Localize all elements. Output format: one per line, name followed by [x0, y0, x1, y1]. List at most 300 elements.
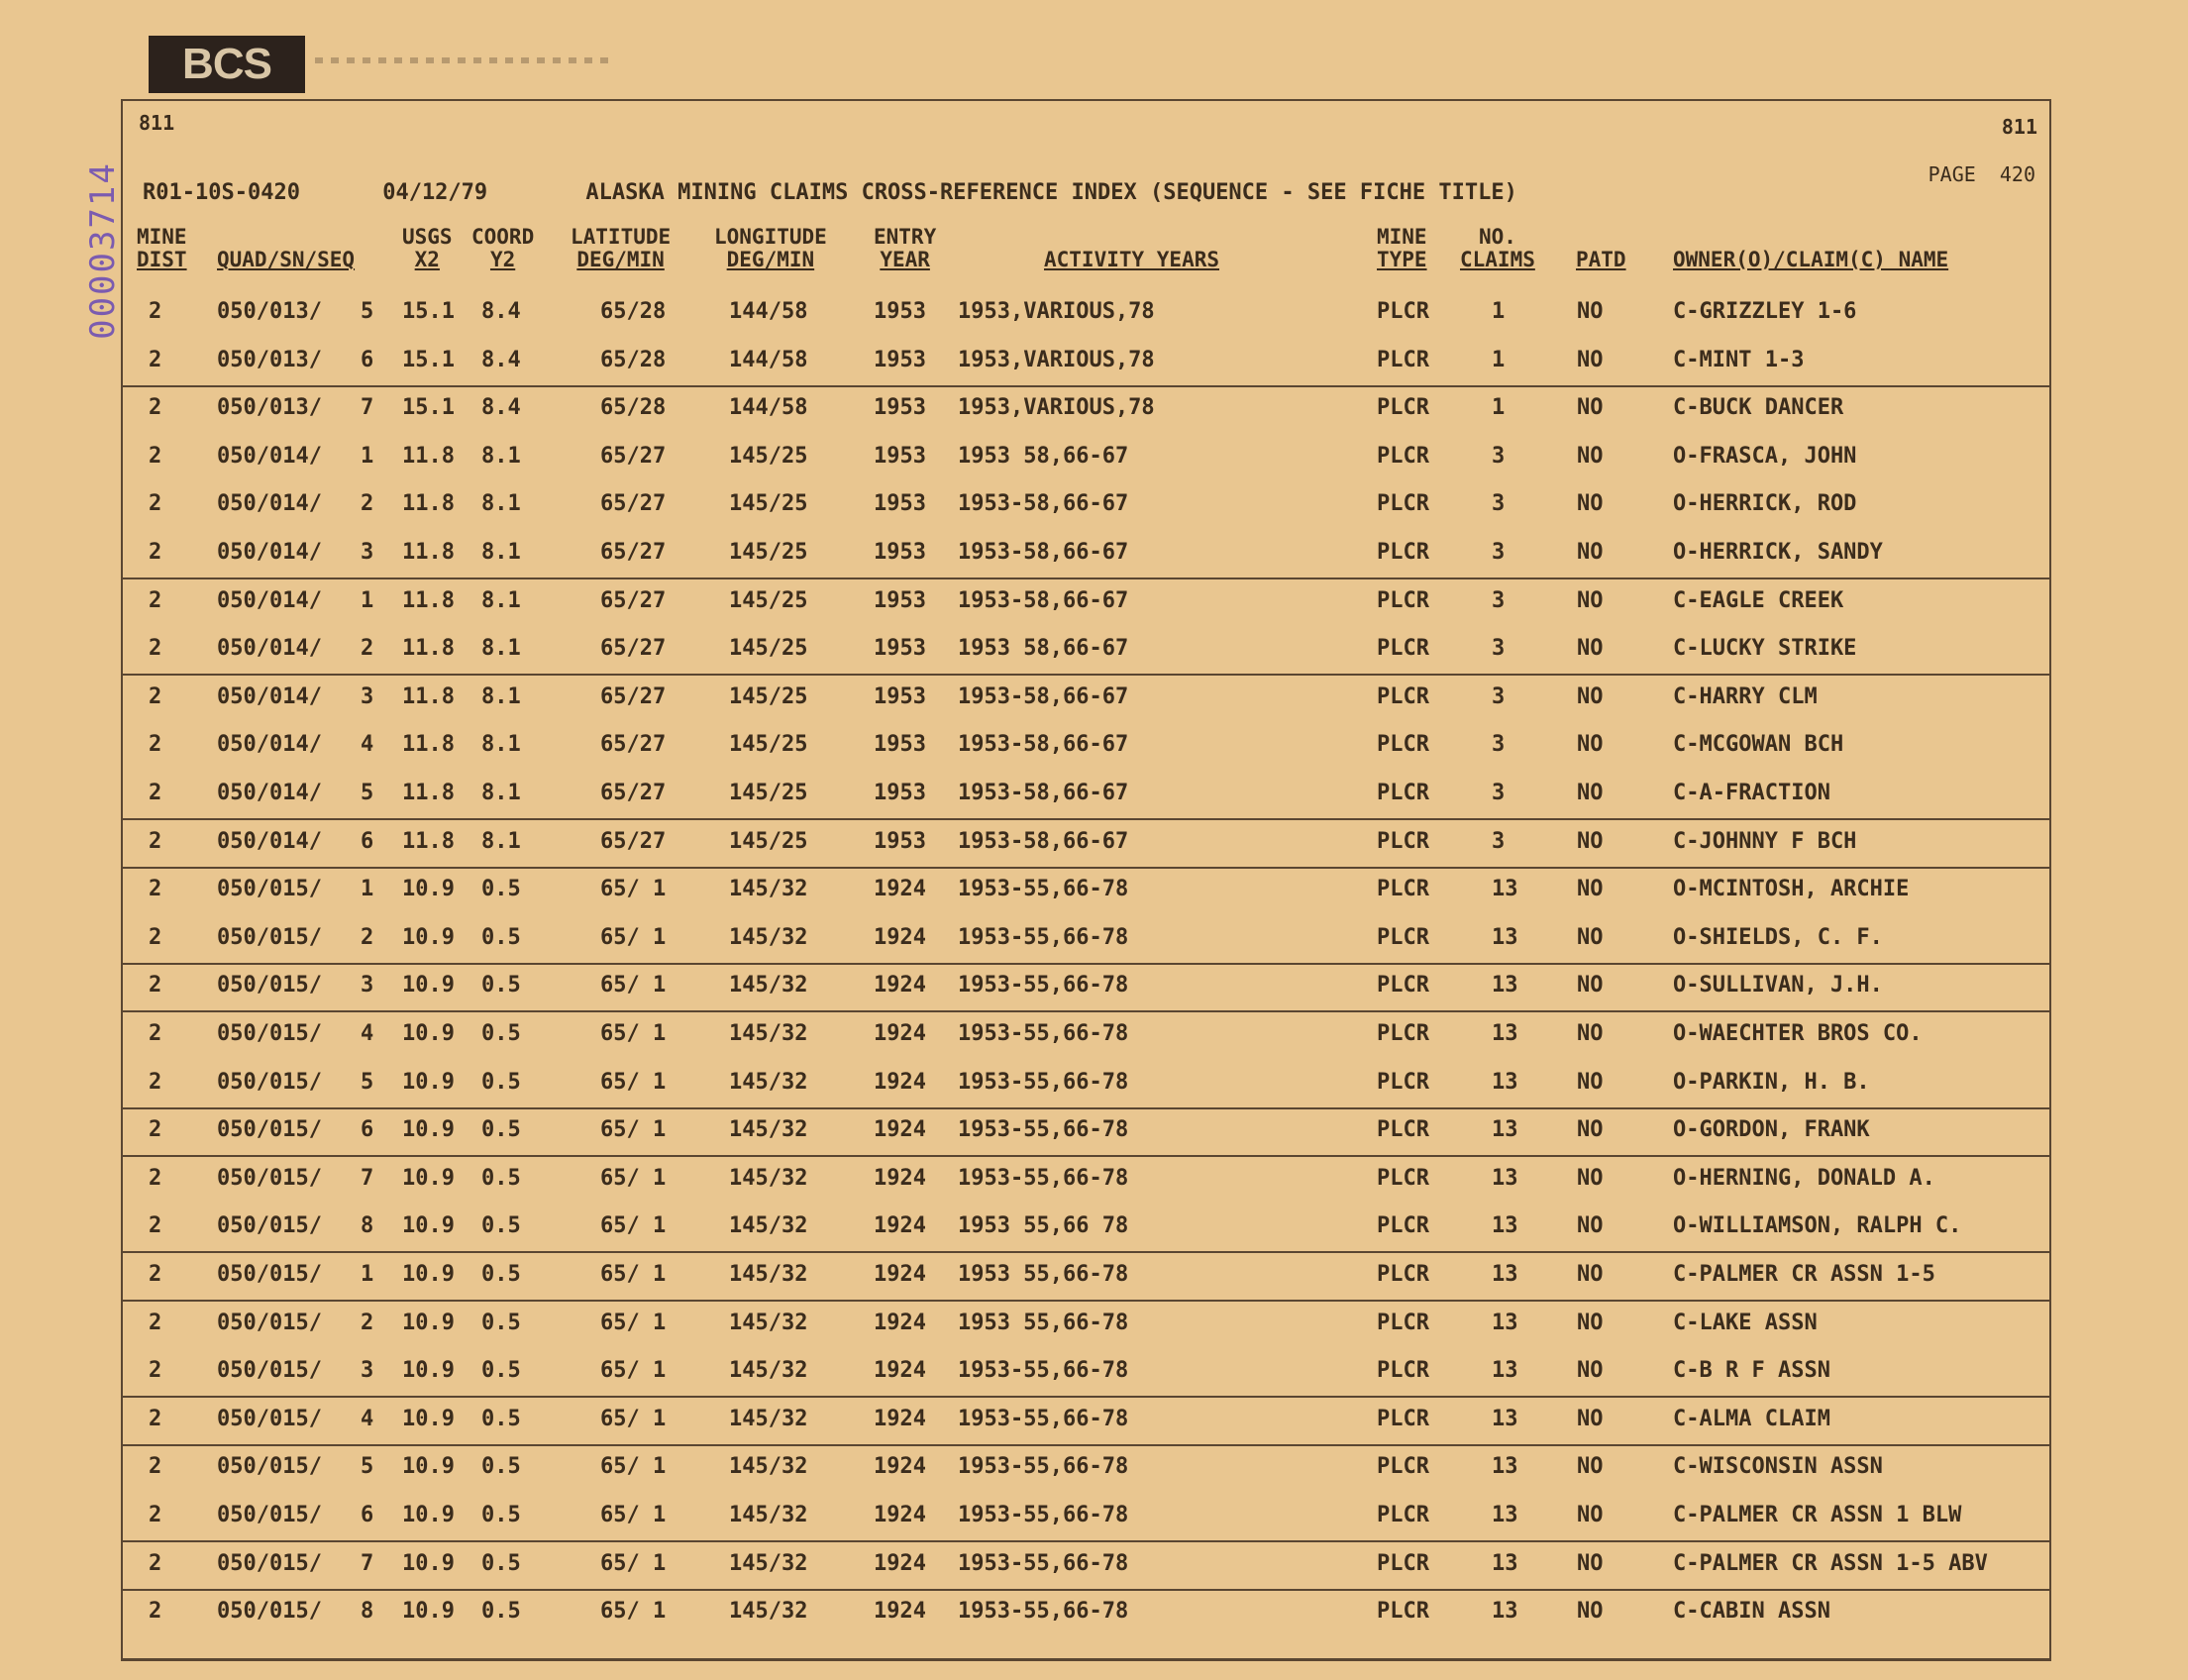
seq-cell: 3 — [361, 973, 374, 998]
page-indicator — [1928, 162, 2035, 186]
y2-cell: 0.5 — [481, 1358, 521, 1384]
dist-cell: 2 — [149, 1310, 162, 1335]
seq-cell: 1 — [361, 1262, 374, 1287]
claims-cell: 13 — [1492, 1550, 1518, 1576]
quad-cell: 050/015/ — [217, 1310, 322, 1335]
bcs-logo: BCS — [149, 36, 305, 93]
entry-year-cell: 1953 — [874, 683, 926, 709]
patd-cell: NO — [1577, 781, 1604, 805]
seq-cell: 1 — [361, 587, 374, 613]
dist-cell: 2 — [149, 491, 162, 517]
quad-cell: 050/013/ — [217, 347, 322, 372]
mine-type-cell: PLCR — [1377, 1213, 1429, 1239]
claims-cell: 1 — [1492, 395, 1506, 421]
mine-type-cell: PLCR — [1377, 1503, 1429, 1527]
activity-years-cell: 1953-58,66-67 — [958, 828, 1129, 854]
sequence-number-left: 811 — [139, 111, 175, 135]
longitude-cell: 145/25 — [729, 781, 808, 805]
dist-cell: 2 — [149, 1358, 162, 1384]
seq-cell: 2 — [361, 636, 374, 662]
longitude-cell: 145/32 — [729, 1550, 808, 1576]
mine-type-cell: PLCR — [1377, 1550, 1429, 1576]
owner-claim-name-cell: O-HERNING, DONALD A. — [1673, 1165, 1935, 1191]
longitude-cell: 145/32 — [729, 924, 808, 950]
longitude-cell: 145/25 — [729, 828, 808, 854]
col-no-claims-2: CLAIMS — [1460, 248, 1535, 271]
entry-year-cell: 1953 — [874, 299, 926, 324]
activity-years-cell: 1953-58,66-67 — [958, 491, 1129, 517]
quad-cell: 050/014/ — [217, 636, 322, 662]
y2-cell: 8.1 — [481, 683, 521, 709]
mine-type-cell: PLCR — [1377, 828, 1429, 854]
seq-cell: 3 — [361, 683, 374, 709]
y2-cell: 8.1 — [481, 443, 521, 469]
quad-cell: 050/014/ — [217, 781, 322, 805]
patd-cell: NO — [1577, 1262, 1604, 1287]
patd-cell: NO — [1577, 1310, 1604, 1335]
patd-cell: NO — [1577, 973, 1604, 998]
patd-cell: NO — [1577, 732, 1604, 758]
longitude-cell: 145/32 — [729, 1406, 808, 1431]
seq-cell: 3 — [361, 1358, 374, 1384]
latitude-cell: 65/ 1 — [600, 1454, 667, 1480]
patd-cell: NO — [1577, 395, 1604, 421]
quad-cell: 050/015/ — [217, 1358, 322, 1384]
table-row — [123, 434, 2049, 481]
longitude-cell: 145/32 — [729, 1213, 808, 1239]
entry-year-cell: 1953 — [874, 491, 926, 517]
col-mine-type-2: TYPE — [1377, 248, 1427, 271]
activity-years-cell: 1953,VARIOUS,78 — [958, 395, 1155, 421]
claims-cell: 3 — [1492, 683, 1506, 709]
col-owner-claim-name — [1673, 226, 1948, 271]
mine-type-cell: PLCR — [1377, 1069, 1429, 1095]
activity-years-cell: 1953-58,66-67 — [958, 540, 1129, 565]
owner-claim-name-cell: O-SULLIVAN, J.H. — [1673, 973, 1883, 998]
entry-year-cell: 1924 — [874, 1213, 926, 1239]
x2-cell: 10.9 — [402, 973, 455, 998]
quad-cell: 050/015/ — [217, 1262, 322, 1287]
dist-cell: 2 — [149, 1599, 162, 1625]
mine-type-cell: PLCR — [1377, 1021, 1429, 1046]
col-mine-type — [1377, 226, 1427, 271]
quad-cell: 050/015/ — [217, 877, 322, 902]
latitude-cell: 65/27 — [600, 828, 667, 854]
seq-cell: 6 — [361, 828, 374, 854]
col-quad-2: QUAD/SN/SEQ — [217, 248, 356, 271]
table-row — [123, 1493, 2049, 1542]
activity-years-cell: 1953-55,66-78 — [958, 877, 1129, 902]
longitude-cell: 144/58 — [729, 299, 808, 324]
longitude-cell: 145/32 — [729, 1069, 808, 1095]
x2-cell: 11.8 — [402, 683, 455, 709]
dist-cell: 2 — [149, 587, 162, 613]
patd-cell: NO — [1577, 1503, 1604, 1527]
x2-cell: 11.8 — [402, 443, 455, 469]
latitude-cell: 65/ 1 — [600, 877, 667, 902]
col-quad — [217, 226, 355, 271]
latitude-cell: 65/ 1 — [600, 1262, 667, 1287]
seq-cell: 5 — [361, 1454, 374, 1480]
claims-cell: 13 — [1492, 877, 1518, 902]
x2-cell: 10.9 — [402, 1213, 455, 1239]
longitude-cell: 145/25 — [729, 636, 808, 662]
quad-cell: 050/015/ — [217, 1021, 322, 1046]
table-row — [123, 1011, 2049, 1059]
table-row — [123, 1156, 2049, 1204]
mine-type-cell: PLCR — [1377, 781, 1429, 805]
entry-year-cell: 1953 — [874, 781, 926, 805]
latitude-cell: 65/28 — [600, 395, 667, 421]
y2-cell: 8.4 — [481, 347, 521, 372]
col-longitude-2: DEG/MIN — [726, 248, 815, 271]
mine-type-cell: PLCR — [1377, 1599, 1429, 1625]
latitude-cell: 65/ 1 — [600, 1503, 667, 1527]
patd-cell: NO — [1577, 491, 1604, 517]
activity-years-cell: 1953,VARIOUS,78 — [958, 347, 1155, 372]
x2-cell: 11.8 — [402, 781, 455, 805]
latitude-cell: 65/27 — [600, 491, 667, 517]
activity-years-cell: 1953 58,66-67 — [958, 443, 1129, 469]
table-row — [123, 1397, 2049, 1446]
dist-cell: 2 — [149, 1213, 162, 1239]
activity-years-cell: 1953 55,66 78 — [958, 1213, 1129, 1239]
y2-cell: 8.1 — [481, 540, 521, 565]
logo-smudge — [315, 57, 612, 63]
quad-cell: 050/015/ — [217, 1503, 322, 1527]
claims-cell: 13 — [1492, 1262, 1518, 1287]
dist-cell: 2 — [149, 299, 162, 324]
mine-type-cell: PLCR — [1377, 924, 1429, 950]
activity-years-cell: 1953-58,66-67 — [958, 587, 1129, 613]
owner-claim-name-cell: O-WILLIAMSON, RALPH C. — [1673, 1213, 1962, 1239]
claims-cell: 13 — [1492, 1069, 1518, 1095]
patd-cell: NO — [1577, 1358, 1604, 1384]
latitude-cell: 65/ 1 — [600, 1165, 667, 1191]
latitude-cell: 65/ 1 — [600, 1358, 667, 1384]
claims-cell: 13 — [1492, 1503, 1518, 1527]
col-owner-claim-name-1 — [1673, 226, 1948, 249]
patd-cell: NO — [1577, 1117, 1604, 1143]
owner-claim-name-cell: C-BUCK DANCER — [1673, 395, 1844, 421]
quad-cell: 050/015/ — [217, 973, 322, 998]
claims-cell: 13 — [1492, 1358, 1518, 1384]
latitude-cell: 65/28 — [600, 299, 667, 324]
quad-cell: 050/015/ — [217, 1165, 322, 1191]
activity-years-cell: 1953-55,66-78 — [958, 1069, 1129, 1095]
dist-cell: 2 — [149, 1117, 162, 1143]
owner-claim-name-cell: C-GRIZZLEY 1-6 — [1673, 299, 1857, 324]
table-row — [123, 626, 2049, 676]
x2-cell: 15.1 — [402, 347, 455, 372]
quad-cell: 050/014/ — [217, 683, 322, 709]
activity-years-cell: 1953-55,66-78 — [958, 1503, 1129, 1527]
seq-cell: 4 — [361, 732, 374, 758]
mine-type-cell: PLCR — [1377, 587, 1429, 613]
activity-years-cell: 1953-55,66-78 — [958, 973, 1129, 998]
seq-cell: 6 — [361, 1503, 374, 1527]
y2-cell: 0.5 — [481, 1550, 521, 1576]
dist-cell: 2 — [149, 540, 162, 565]
y2-cell: 8.1 — [481, 732, 521, 758]
mine-type-cell: PLCR — [1377, 1406, 1429, 1431]
col-patd — [1576, 226, 1626, 271]
latitude-cell: 65/ 1 — [600, 1310, 667, 1335]
claims-cell: 13 — [1492, 1165, 1518, 1191]
latitude-cell: 65/27 — [600, 781, 667, 805]
owner-claim-name-cell: O-HERRICK, SANDY — [1673, 540, 1883, 565]
x2-cell: 10.9 — [402, 1503, 455, 1527]
col-mine-type-1: MINE — [1377, 225, 1427, 249]
longitude-cell: 145/25 — [729, 540, 808, 565]
dist-cell: 2 — [149, 1165, 162, 1191]
entry-year-cell: 1953 — [874, 587, 926, 613]
y2-cell: 0.5 — [481, 1503, 521, 1527]
mine-type-cell: PLCR — [1377, 1358, 1429, 1384]
owner-claim-name-cell: C-PALMER CR ASSN 1-5 — [1673, 1262, 1935, 1287]
x2-cell: 11.8 — [402, 636, 455, 662]
x2-cell: 15.1 — [402, 395, 455, 421]
quad-cell: 050/015/ — [217, 1069, 322, 1095]
latitude-cell: 65/27 — [600, 732, 667, 758]
seq-cell: 6 — [361, 347, 374, 372]
printout-sheet — [121, 99, 2051, 1661]
y2-cell: 0.5 — [481, 1310, 521, 1335]
dist-cell: 2 — [149, 1069, 162, 1095]
owner-claim-name-cell: C-B R F ASSN — [1673, 1358, 1830, 1384]
claims-cell: 3 — [1492, 443, 1506, 469]
y2-cell: 8.1 — [481, 587, 521, 613]
longitude-cell: 145/32 — [729, 1117, 808, 1143]
owner-claim-name-cell: C-ALMA CLAIM — [1673, 1406, 1830, 1431]
table-row — [123, 819, 2049, 869]
longitude-cell: 144/58 — [729, 347, 808, 372]
activity-years-cell: 1953-55,66-78 — [958, 1599, 1129, 1625]
patd-cell: NO — [1577, 877, 1604, 902]
y2-cell: 0.5 — [481, 924, 521, 950]
entry-year-cell: 1924 — [874, 1454, 926, 1480]
y2-cell: 8.1 — [481, 781, 521, 805]
latitude-cell: 65/ 1 — [600, 973, 667, 998]
patd-cell: NO — [1577, 299, 1604, 324]
claims-cell: 13 — [1492, 973, 1518, 998]
seq-cell: 7 — [361, 395, 374, 421]
seq-cell: 2 — [361, 491, 374, 517]
patd-cell: NO — [1577, 924, 1604, 950]
seq-cell: 5 — [361, 299, 374, 324]
y2-cell: 8.4 — [481, 395, 521, 421]
col-longitude-1: LONGITUDE — [714, 225, 827, 249]
mine-type-cell: PLCR — [1377, 443, 1429, 469]
dist-cell: 2 — [149, 924, 162, 950]
entry-year-cell: 1953 — [874, 636, 926, 662]
col-coord-y2-1: COORD — [471, 225, 535, 249]
mine-type-cell: PLCR — [1377, 540, 1429, 565]
activity-years-cell: 1953-55,66-78 — [958, 1165, 1129, 1191]
owner-claim-name-cell: O-GORDON, FRANK — [1673, 1117, 1870, 1143]
table-row — [123, 1444, 2049, 1492]
mine-type-cell: PLCR — [1377, 491, 1429, 517]
entry-year-cell: 1924 — [874, 1599, 926, 1625]
x2-cell: 10.9 — [402, 1021, 455, 1046]
claims-cell: 13 — [1492, 1021, 1518, 1046]
longitude-cell: 145/32 — [729, 1599, 808, 1625]
latitude-cell: 65/27 — [600, 587, 667, 613]
entry-year-cell: 1953 — [874, 828, 926, 854]
entry-year-cell: 1924 — [874, 924, 926, 950]
report-header — [143, 180, 1517, 205]
claims-cell: 13 — [1492, 924, 1518, 950]
col-usgs-x2-1: USGS — [402, 225, 453, 249]
table-row — [123, 915, 2049, 965]
dist-cell: 2 — [149, 683, 162, 709]
x2-cell: 11.8 — [402, 491, 455, 517]
col-mine-dist-1: MINE — [137, 225, 187, 249]
claims-cell: 13 — [1492, 1454, 1518, 1480]
claims-cell: 13 — [1492, 1406, 1518, 1431]
claims-cell: 3 — [1492, 587, 1506, 613]
col-longitude — [714, 226, 827, 271]
y2-cell: 8.1 — [481, 491, 521, 517]
longitude-cell: 145/25 — [729, 443, 808, 469]
latitude-cell: 65/ 1 — [600, 1021, 667, 1046]
x2-cell: 10.9 — [402, 1550, 455, 1576]
dist-cell: 2 — [149, 877, 162, 902]
longitude-cell: 145/32 — [729, 973, 808, 998]
dist-cell: 2 — [149, 973, 162, 998]
latitude-cell: 65/27 — [600, 540, 667, 565]
col-coord-y2 — [471, 226, 534, 271]
entry-year-cell: 1924 — [874, 1117, 926, 1143]
mine-type-cell: PLCR — [1377, 1454, 1429, 1480]
latitude-cell: 65/27 — [600, 636, 667, 662]
quad-cell: 050/015/ — [217, 1406, 322, 1431]
latitude-cell: 65/27 — [600, 443, 667, 469]
quad-cell: 050/014/ — [217, 491, 322, 517]
patd-cell: NO — [1577, 1069, 1604, 1095]
dist-cell: 2 — [149, 781, 162, 805]
quad-cell: 050/015/ — [217, 1213, 322, 1239]
entry-year-cell: 1924 — [874, 973, 926, 998]
longitude-cell: 145/32 — [729, 1358, 808, 1384]
activity-years-cell: 1953-55,66-78 — [958, 1550, 1129, 1576]
table-row — [123, 1107, 2049, 1157]
activity-years-cell: 1953-58,66-67 — [958, 732, 1129, 758]
dist-cell: 2 — [149, 1503, 162, 1527]
owner-claim-name-cell: C-WISCONSIN ASSN — [1673, 1454, 1883, 1480]
owner-claim-name-cell: O-MCINTOSH, ARCHIE — [1673, 877, 1910, 902]
activity-years-cell: 1953-55,66-78 — [958, 1406, 1129, 1431]
table-row — [123, 1541, 2049, 1591]
table-row — [123, 722, 2049, 770]
seq-cell: 3 — [361, 540, 374, 565]
table-row — [123, 867, 2049, 914]
patd-cell: NO — [1577, 683, 1604, 709]
patd-cell: NO — [1577, 828, 1604, 854]
claims-cell: 3 — [1492, 636, 1506, 662]
entry-year-cell: 1924 — [874, 877, 926, 902]
dist-cell: 2 — [149, 1262, 162, 1287]
table-row — [123, 481, 2049, 529]
quad-cell: 050/014/ — [217, 540, 322, 565]
col-usgs-x2 — [402, 226, 453, 271]
seq-cell: 6 — [361, 1117, 374, 1143]
patd-cell: NO — [1577, 587, 1604, 613]
entry-year-cell: 1924 — [874, 1069, 926, 1095]
side-stamp-number: 00003714 — [83, 161, 124, 340]
col-patd-2: PATD — [1576, 248, 1626, 271]
activity-years-cell: 1953 55,66-78 — [958, 1310, 1129, 1335]
seq-cell: 5 — [361, 1069, 374, 1095]
owner-claim-name-cell: C-JOHNNY F BCH — [1673, 828, 1857, 854]
owner-claim-name-cell: C-MINT 1-3 — [1673, 347, 1805, 372]
patd-cell: NO — [1577, 443, 1604, 469]
col-no-claims-1: NO. — [1478, 225, 1516, 249]
dist-cell: 2 — [149, 395, 162, 421]
longitude-cell: 145/32 — [729, 1454, 808, 1480]
x2-cell: 10.9 — [402, 1310, 455, 1335]
col-quad-1 — [217, 226, 355, 249]
col-entry-year — [874, 226, 936, 271]
table-row — [123, 771, 2049, 820]
y2-cell: 0.5 — [481, 1117, 521, 1143]
col-latitude-1: LATITUDE — [571, 225, 672, 249]
claims-cell: 13 — [1492, 1599, 1518, 1625]
patd-cell: NO — [1577, 1454, 1604, 1480]
y2-cell: 8.1 — [481, 636, 521, 662]
owner-claim-name-cell: O-WAECHTER BROS CO. — [1673, 1021, 1923, 1046]
mine-type-cell: PLCR — [1377, 1117, 1429, 1143]
table-row — [123, 1204, 2049, 1253]
claims-cell: 1 — [1492, 347, 1506, 372]
longitude-cell: 145/25 — [729, 491, 808, 517]
col-coord-y2-2: Y2 — [489, 248, 516, 271]
x2-cell: 10.9 — [402, 1069, 455, 1095]
x2-cell: 10.9 — [402, 1358, 455, 1384]
seq-cell: 2 — [361, 1310, 374, 1335]
entry-year-cell: 1924 — [874, 1262, 926, 1287]
owner-claim-name-cell: C-CABIN ASSN — [1673, 1599, 1830, 1625]
quad-cell: 050/013/ — [217, 395, 322, 421]
report-title: ALASKA MINING CLAIMS CROSS-REFERENCE INDEX (SEQUENCE - SEE FICHE TITLE) — [585, 180, 1517, 205]
seq-cell: 7 — [361, 1550, 374, 1576]
dist-cell: 2 — [149, 347, 162, 372]
mine-type-cell: PLCR — [1377, 1310, 1429, 1335]
owner-claim-name-cell: C-A-FRACTION — [1673, 781, 1830, 805]
mine-type-cell: PLCR — [1377, 732, 1429, 758]
activity-years-cell: 1953-55,66-78 — [958, 924, 1129, 950]
seq-cell: 1 — [361, 443, 374, 469]
col-entry-year-2: YEAR — [880, 248, 930, 271]
latitude-cell: 65/ 1 — [600, 1550, 667, 1576]
longitude-cell: 145/32 — [729, 1021, 808, 1046]
y2-cell: 0.5 — [481, 1454, 521, 1480]
col-activity-years-2: ACTIVITY YEARS — [1044, 248, 1220, 271]
longitude-cell: 145/32 — [729, 1503, 808, 1527]
quad-cell: 050/015/ — [217, 1117, 322, 1143]
y2-cell: 8.1 — [481, 828, 521, 854]
activity-years-cell: 1953-55,66-78 — [958, 1358, 1129, 1384]
col-patd-1 — [1576, 226, 1626, 249]
claims-cell: 3 — [1492, 781, 1506, 805]
report-date: 04/12/79 — [382, 180, 488, 205]
longitude-cell: 145/32 — [729, 1310, 808, 1335]
seq-cell: 7 — [361, 1165, 374, 1191]
longitude-cell: 145/32 — [729, 1165, 808, 1191]
patd-cell: NO — [1577, 636, 1604, 662]
claims-cell: 3 — [1492, 732, 1506, 758]
latitude-cell: 65/ 1 — [600, 1117, 667, 1143]
